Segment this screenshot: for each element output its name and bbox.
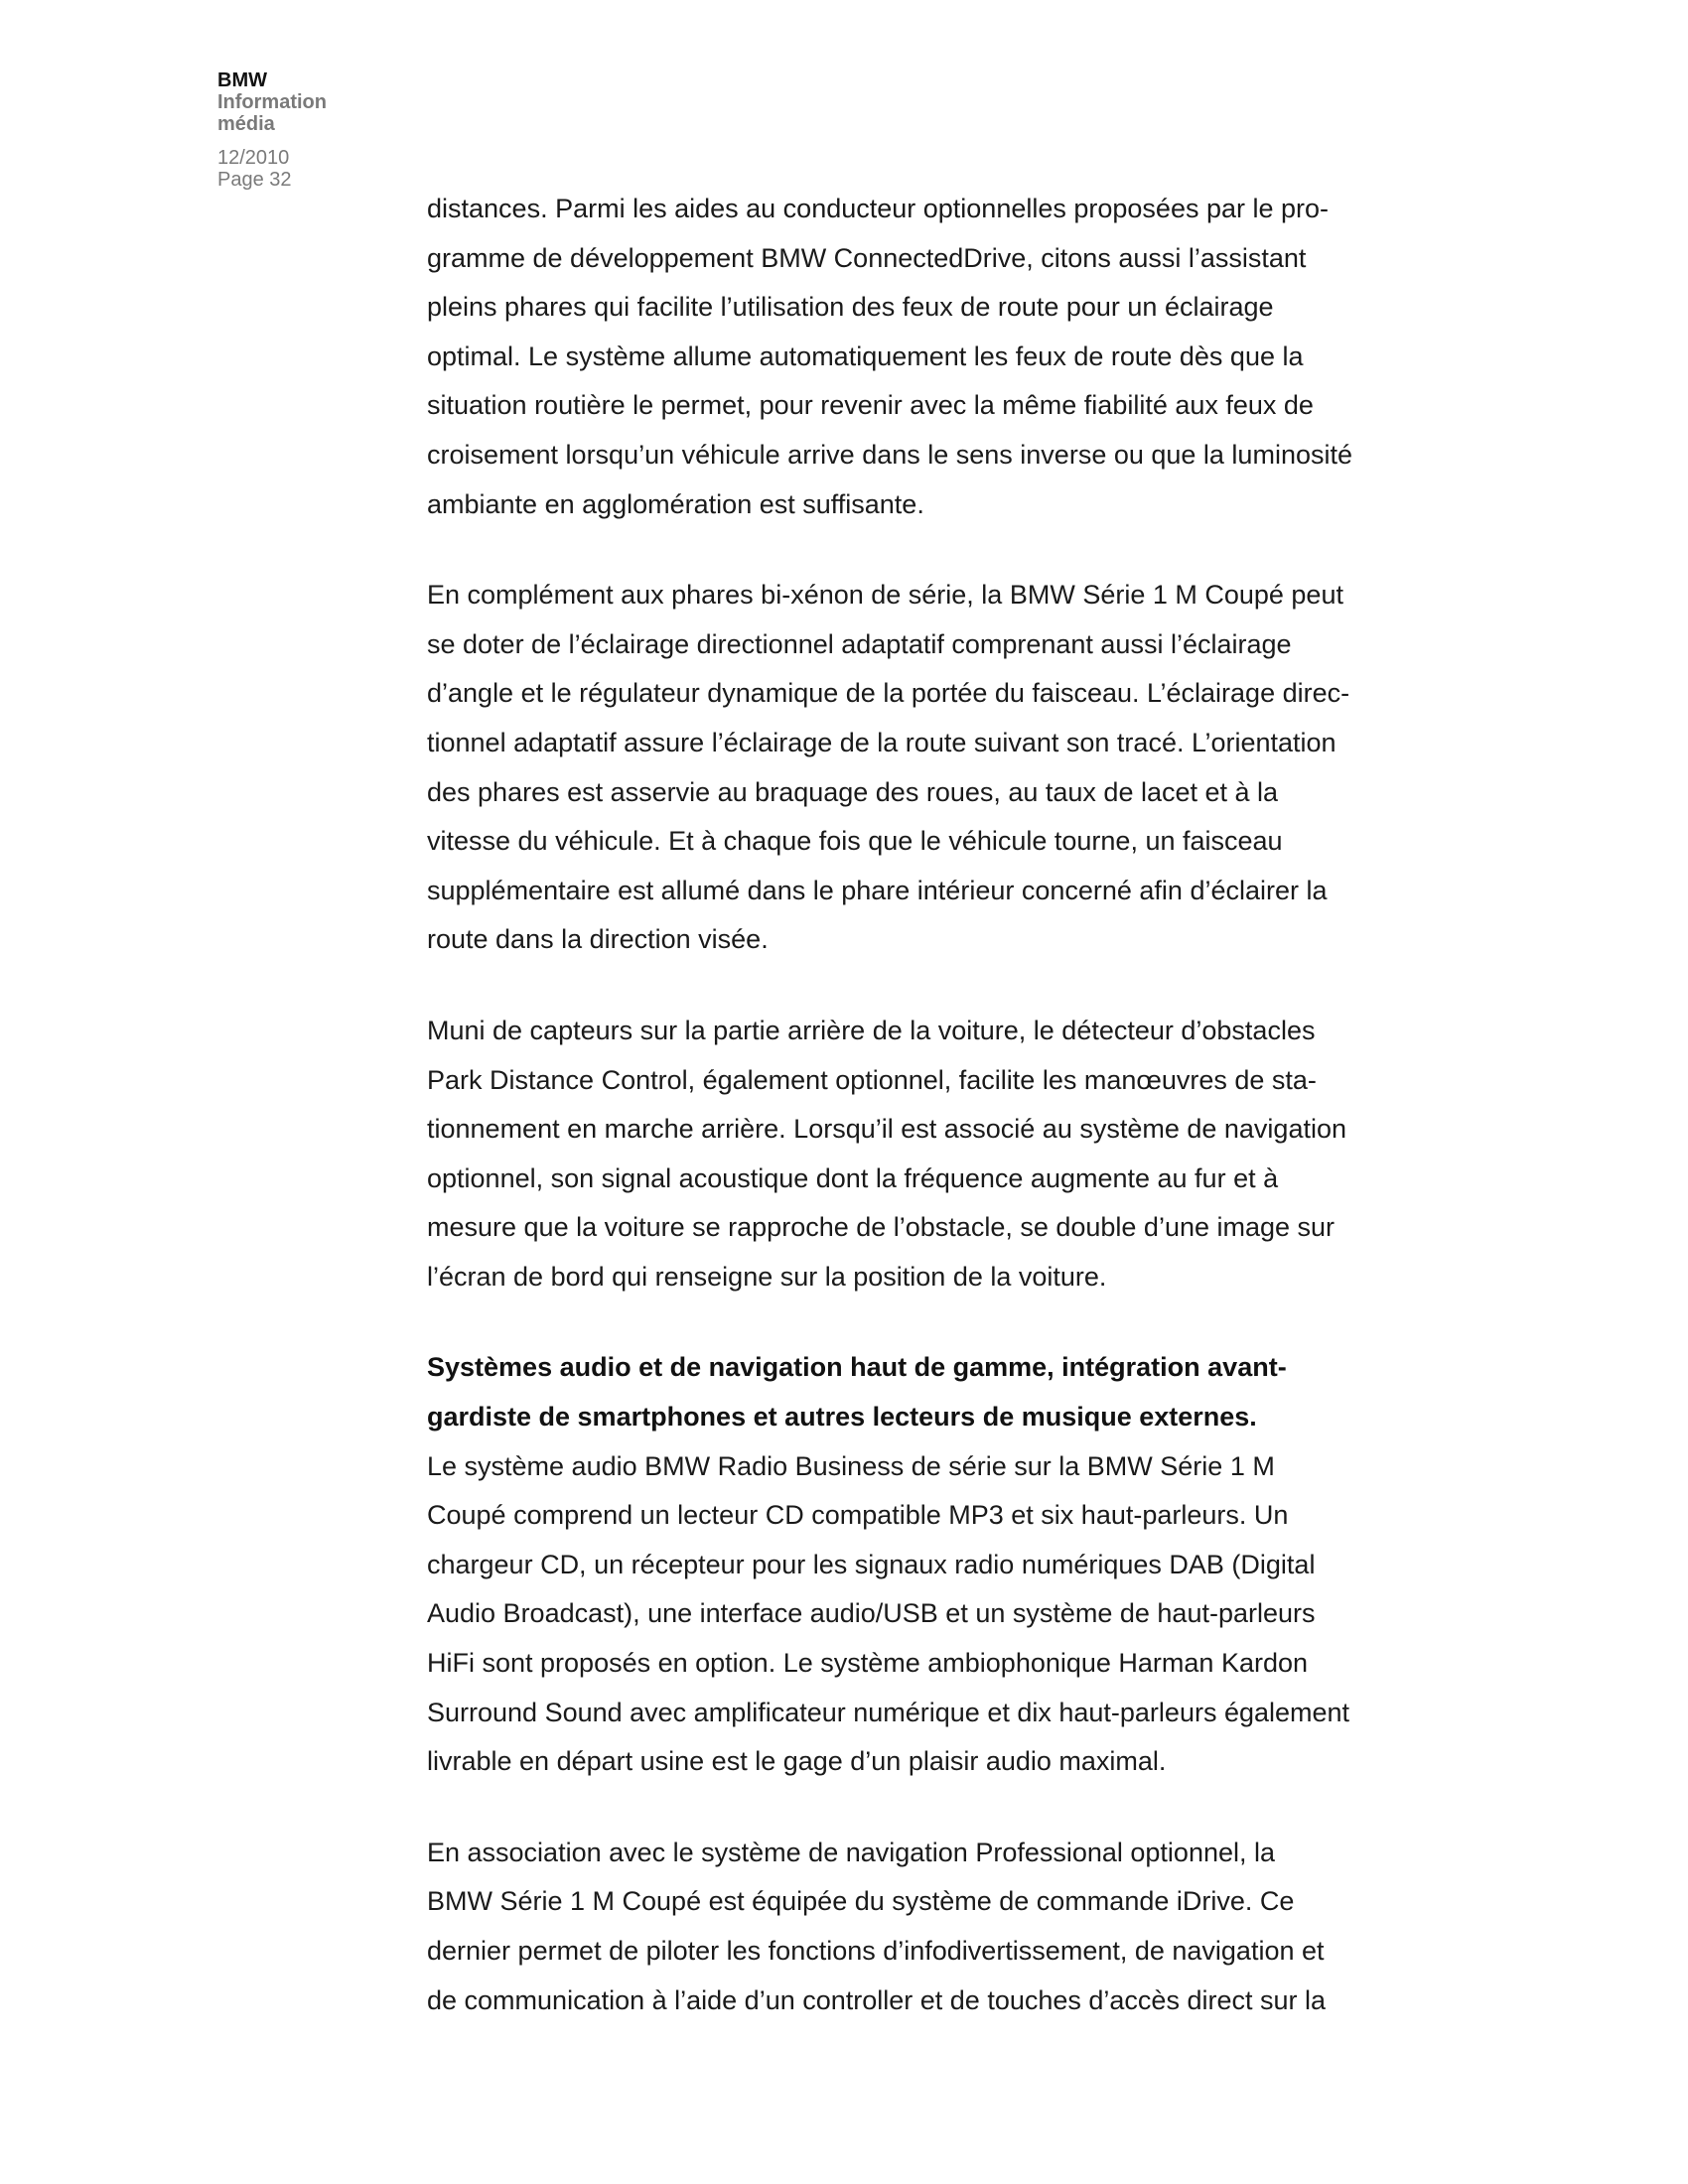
text-line: optionnel, son signal acoustique dont la fréquence augmente au fur et à: [427, 1162, 1279, 1193]
brand-subtitle-line2: média: [217, 113, 275, 135]
text-line: de communication à l’aide d’un controller et de touches d’accès direct sur la: [427, 1984, 1326, 2015]
text-line: gramme de développement BMW ConnectedDrive, citons aussi l’assistant: [427, 242, 1307, 273]
text-line: Le système audio BMW Radio Business de série sur la BMW Série 1 M: [427, 1450, 1275, 1481]
heading-line: gardiste de smartphones et autres lecteurs de musique externes.: [427, 1402, 1257, 1433]
text-line: Coupé comprend un lecteur CD compatible MP3 et six haut-parleurs. Un: [427, 1500, 1289, 1531]
text-line: optimal. Le système allume automatiquement les feux de route dès que la: [427, 341, 1304, 371]
text-line: Audio Broadcast), une interface audio/USB et un système de haut-parleurs: [427, 1598, 1316, 1629]
text-line: des phares est asservie au braquage des roues, au taux de lacet et à la: [427, 776, 1279, 807]
brand-subtitle-line1: Information: [217, 91, 327, 113]
paragraph-audio-system: [427, 1442, 1400, 1787]
text-line: croisement lorsqu’un véhicule arrive dans le sens inverse ou que la luminosité: [427, 439, 1352, 470]
text-line: tionnel adaptatif assure l’éclairage de la route suivant son tracé. L’orientation: [427, 727, 1336, 757]
paragraph-park-distance-control: [427, 1007, 1400, 1302]
brand-name: BMW: [217, 69, 267, 91]
text-line: En association avec le système de navigation Professional optionnel, la: [427, 1837, 1276, 1867]
text-line: se doter de l’éclairage directionnel adaptatif comprenant aussi l’éclairage: [427, 628, 1292, 659]
text-line: livrable en départ usine est le gage d’un plaisir audio maximal.: [427, 1746, 1167, 1777]
document-meta: [217, 147, 416, 191]
text-line: supplémentaire est allumé dans le phare intérieur concerné afin d’éclairer la: [427, 875, 1328, 905]
text-line: tionnement en marche arrière. Lorsqu’il est associé au système de navigation: [427, 1114, 1346, 1145]
section-heading: [427, 1343, 1400, 1441]
text-line: dernier permet de piloter les fonctions d’infodivertissement, de navigation et: [427, 1936, 1325, 1966]
text-line: Muni de capteurs sur la partie arrière de la voiture, le détecteur d’obstacles: [427, 1015, 1316, 1045]
text-line: mesure que la voiture se rapproche de l’obstacle, se double d’une image sur: [427, 1212, 1336, 1243]
heading-line: Systèmes audio et de navigation haut de gamme, intégration avant-: [427, 1352, 1287, 1383]
text-line: Surround Sound avec amplificateur numérique et dix haut-parleurs également: [427, 1697, 1350, 1727]
document-date: 12/2010: [217, 147, 290, 169]
text-line: chargeur CD, un récepteur pour les signaux radio numériques DAB (Digital: [427, 1549, 1316, 1579]
text-line: distances. Parmi les aides au conducteur optionnelles proposées par le pro-: [427, 194, 1330, 223]
text-line: d’angle et le régulateur dynamique de la portée du faisceau. L’éclairage direc-: [427, 678, 1350, 709]
text-line: situation routière le permet, pour revenir avec la même fiabilité aux feux de: [427, 390, 1314, 421]
text-line: l’écran de bord qui renseigne sur la position de la voiture.: [427, 1261, 1107, 1292]
text-line: ambiante en agglomération est suffisante.: [427, 488, 924, 519]
text-line: vitesse du véhicule. Et à chaque fois que le véhicule tourne, un faisceau: [427, 826, 1283, 857]
paragraph-idrive: [427, 1829, 1400, 2025]
body-text: [427, 185, 1400, 2067]
paragraph-high-beam-assistant: [427, 185, 1400, 529]
text-line: route dans la direction visée.: [427, 924, 769, 955]
text-line: pleins phares qui facilite l’utilisation des feux de route pour un éclairage: [427, 292, 1274, 323]
page-number: Page 32: [217, 169, 292, 191]
text-line: HiFi sont proposés en option. Le système ambiophonique Harman Kardon: [427, 1648, 1309, 1679]
text-line: BMW Série 1 M Coupé est équipée du système de commande iDrive. Ce: [427, 1886, 1295, 1917]
text-line: Park Distance Control, également optionnel, facilite les manœuvres de sta-: [427, 1064, 1317, 1095]
document-header: [217, 69, 416, 191]
text-line: En complément aux phares bi-xénon de série, la BMW Série 1 M Coupé peut: [427, 580, 1343, 611]
paragraph-adaptive-lighting: [427, 571, 1400, 965]
